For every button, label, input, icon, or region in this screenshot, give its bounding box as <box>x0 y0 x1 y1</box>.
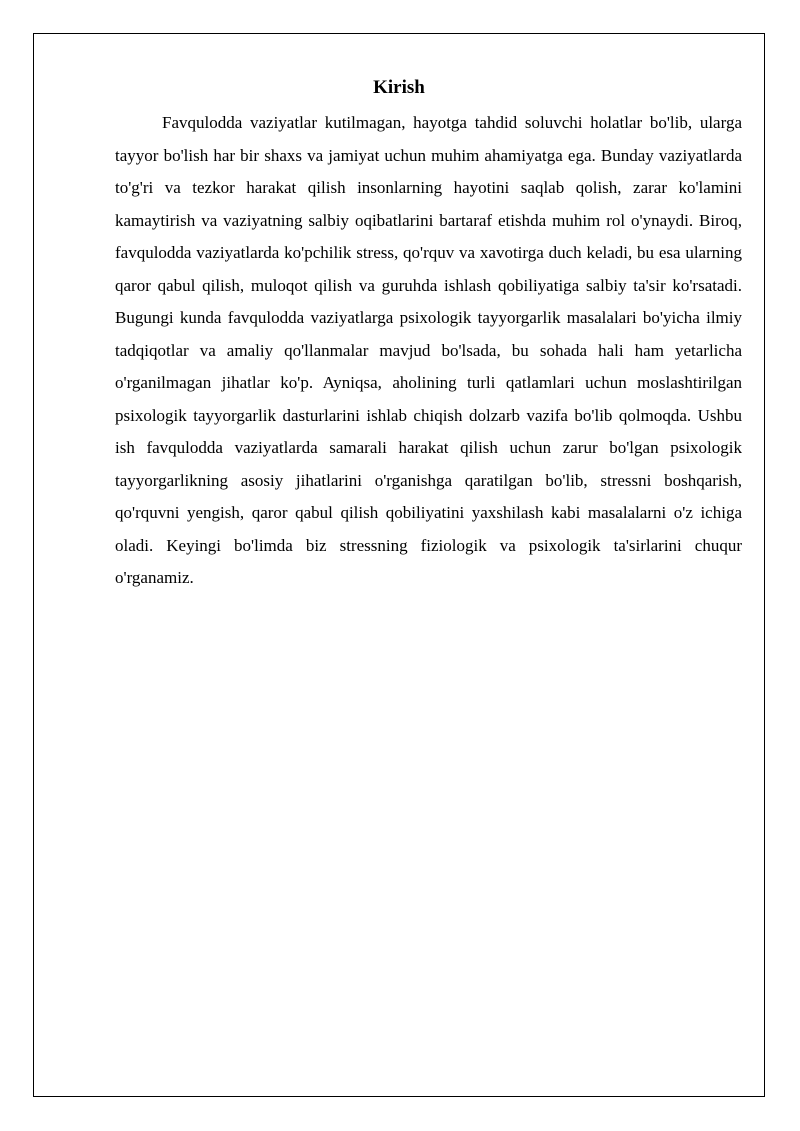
body-paragraph: Favqulodda vaziyatlar kutilmagan, hayotga tahdid soluvchi holatlar bo'lib, ularga tayyor bo'lish har bir shaxs va jamiyat uchun muhim ahamiyatga ega. Bunday vaziyatlarda to'g'ri va tezkor harakat qilish insonlarning hayotini saqlab qolish, zarar ko'lamini kamaytirish va vaziyatning salbiy oqibatlarini bartaraf etishda muhim rol o'ynaydi. Biroq, favqulodda vaziyatlarda ko'pchilik stress, qo'rquv va xavotirga duch keladi, bu esa ularning qaror qabul qilish, muloqot qilish va guruhda ishlash qobiliyatiga salbiy ta'sir ko'rsatadi. Bugungi kunda favqulodda vaziyatlarga psixologik tayyorgarlik masalalari bo'yicha ilmiy tadqiqotlar va amaliy qo'llanmalar mavjud bo'lsada, bu sohada hali ham yetarlicha o'rganilmagan jihatlar ko'p. Ayniqsa, aholining turli qatlamlari uchun moslashtirilgan psixologik tayyorgarlik dasturlarini ishlab chiqish dolzarb vazifa bo'lib qolmoqda. Ushbu ish favqulodda vaziyatlarda samarali harakat qilish uchun zarur bo'lgan psixologik tayyorgarlikning asosiy jihatlarini o'rganishga qaratilgan bo'lib, stressni boshqarish, qo'rquvni yengish, qaror qabul qilish qobiliyatini yaxshilash kabi masalalarni o'z ichiga oladi. Keyingi bo'limda biz stressning fiziologik va psixologik ta'sirlarini chuqur o'rganamiz. <box>115 113 742 587</box>
section-heading: Kirish <box>373 77 425 98</box>
page-border <box>33 33 765 1097</box>
